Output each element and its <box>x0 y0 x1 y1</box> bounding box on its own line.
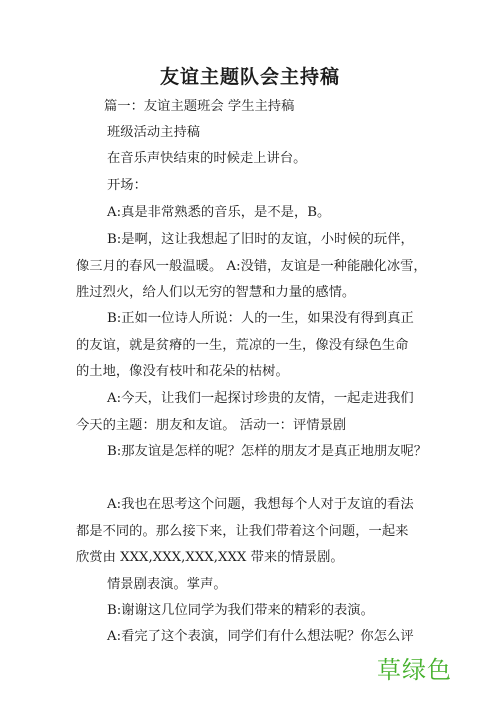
text-line-7: 像三月的春风一般温暖。 A:没错，友谊是一种能融化冰雪， <box>76 259 427 274</box>
document-title: 友谊主题队会主持稿 <box>159 66 340 88</box>
text-line-20: A:看完了这个表演，同学们有什么想法呢？你怎么评 <box>107 629 414 644</box>
text-line-2: 班级活动主持稿 <box>107 125 201 140</box>
text-line-14: B:那友谊是怎样的呢？怎样的朋友才是真正地朋友呢？ <box>107 444 428 459</box>
text-line-19: B:谢谢这几位同学为我们带来的精彩的表演。 <box>107 603 374 618</box>
text-line-5: A:真是非常熟悉的音乐，是不是，B。 <box>107 205 331 220</box>
text-line-4: 开场： <box>107 178 147 193</box>
text-line-16: 都是不同的。那么接下来，让我们带着这个问题，一起来 <box>76 524 409 539</box>
watermark-text: 草绿色 <box>377 656 452 684</box>
text-line-15: A:我也在思考这个问题，我想每个人对于友谊的看法 <box>107 497 414 512</box>
text-line-8: 胜过烈火，给人们以无穷的智慧和力量的感情。 <box>76 285 356 300</box>
text-line-18: 情景剧表演。掌声。 <box>107 577 227 592</box>
text-line-17: 欣赏由 XXX,XXX,XXX,XXX 带来的情景剧。 <box>76 550 344 565</box>
text-line-11: 的土地，像没有枝叶和花朵的枯树。 <box>76 364 289 379</box>
text-line-3: 在音乐声快结束的时候走上讲台。 <box>107 151 307 166</box>
text-line-1: 篇一：友谊主题班会 学生主持稿 <box>104 99 295 114</box>
text-line-12: A:今天，让我们一起探讨珍贵的友情，一起走进我们 <box>107 391 414 406</box>
text-line-10: 的友谊，就是贫瘠的一生，荒凉的一生，像没有绿色生命 <box>76 338 409 353</box>
text-line-6: B:是啊，这让我想起了旧时的友谊，小时候的玩伴， <box>107 232 414 247</box>
text-line-13: 今天的主题：朋友和友谊。 活动一：评情景剧 <box>76 418 347 433</box>
text-line-9: B:正如一位诗人所说：人的一生，如果没有得到真正 <box>107 311 414 326</box>
